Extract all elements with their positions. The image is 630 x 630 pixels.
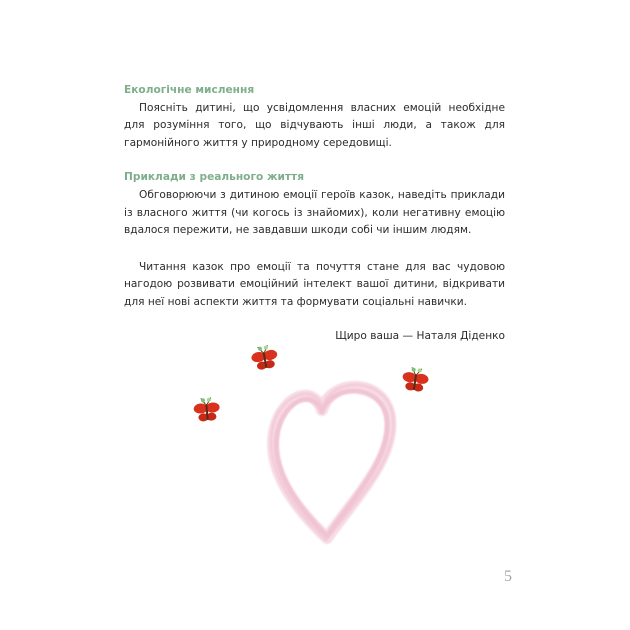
section-heading-ecological: Екологічне мислення: [124, 84, 255, 96]
signature: Щиро ваша — Наталя Діденко: [335, 329, 505, 342]
section-text-ecological: Поясніть дитині, що усвідомлення власних емоцій необхідне для розуміння того, що відчувають інші люди, а також для гармонійного життя у природному середовищі.: [124, 101, 505, 149]
heart-icon: [271, 385, 393, 540]
butterfly-icon: [401, 366, 430, 392]
page-number: 5: [504, 568, 512, 585]
section-text-examples: Обговорюючи з дитиною емоції героїв казок, наведіть приклади із власного життя (чи когось із знайомих), коли негативну емоцію вдалося пережити, не завдавши шкоди собі чи іншим людям.: [124, 188, 505, 237]
butterfly-icon: [250, 344, 280, 371]
section-heading-examples: Приклади з реального життя: [124, 171, 305, 184]
butterfly-icon: [193, 397, 221, 422]
closing-paragraph: Читання казок про емоції та почуття стане для вас чудовою нагодою розвивати емоційний інтелект вашої дитини, відкривати для неї нові аспекти життя та формувати соціальні навички.: [124, 260, 505, 308]
page-content: [124, 82, 505, 345]
heart-butterflies-illustration: [185, 338, 435, 548]
